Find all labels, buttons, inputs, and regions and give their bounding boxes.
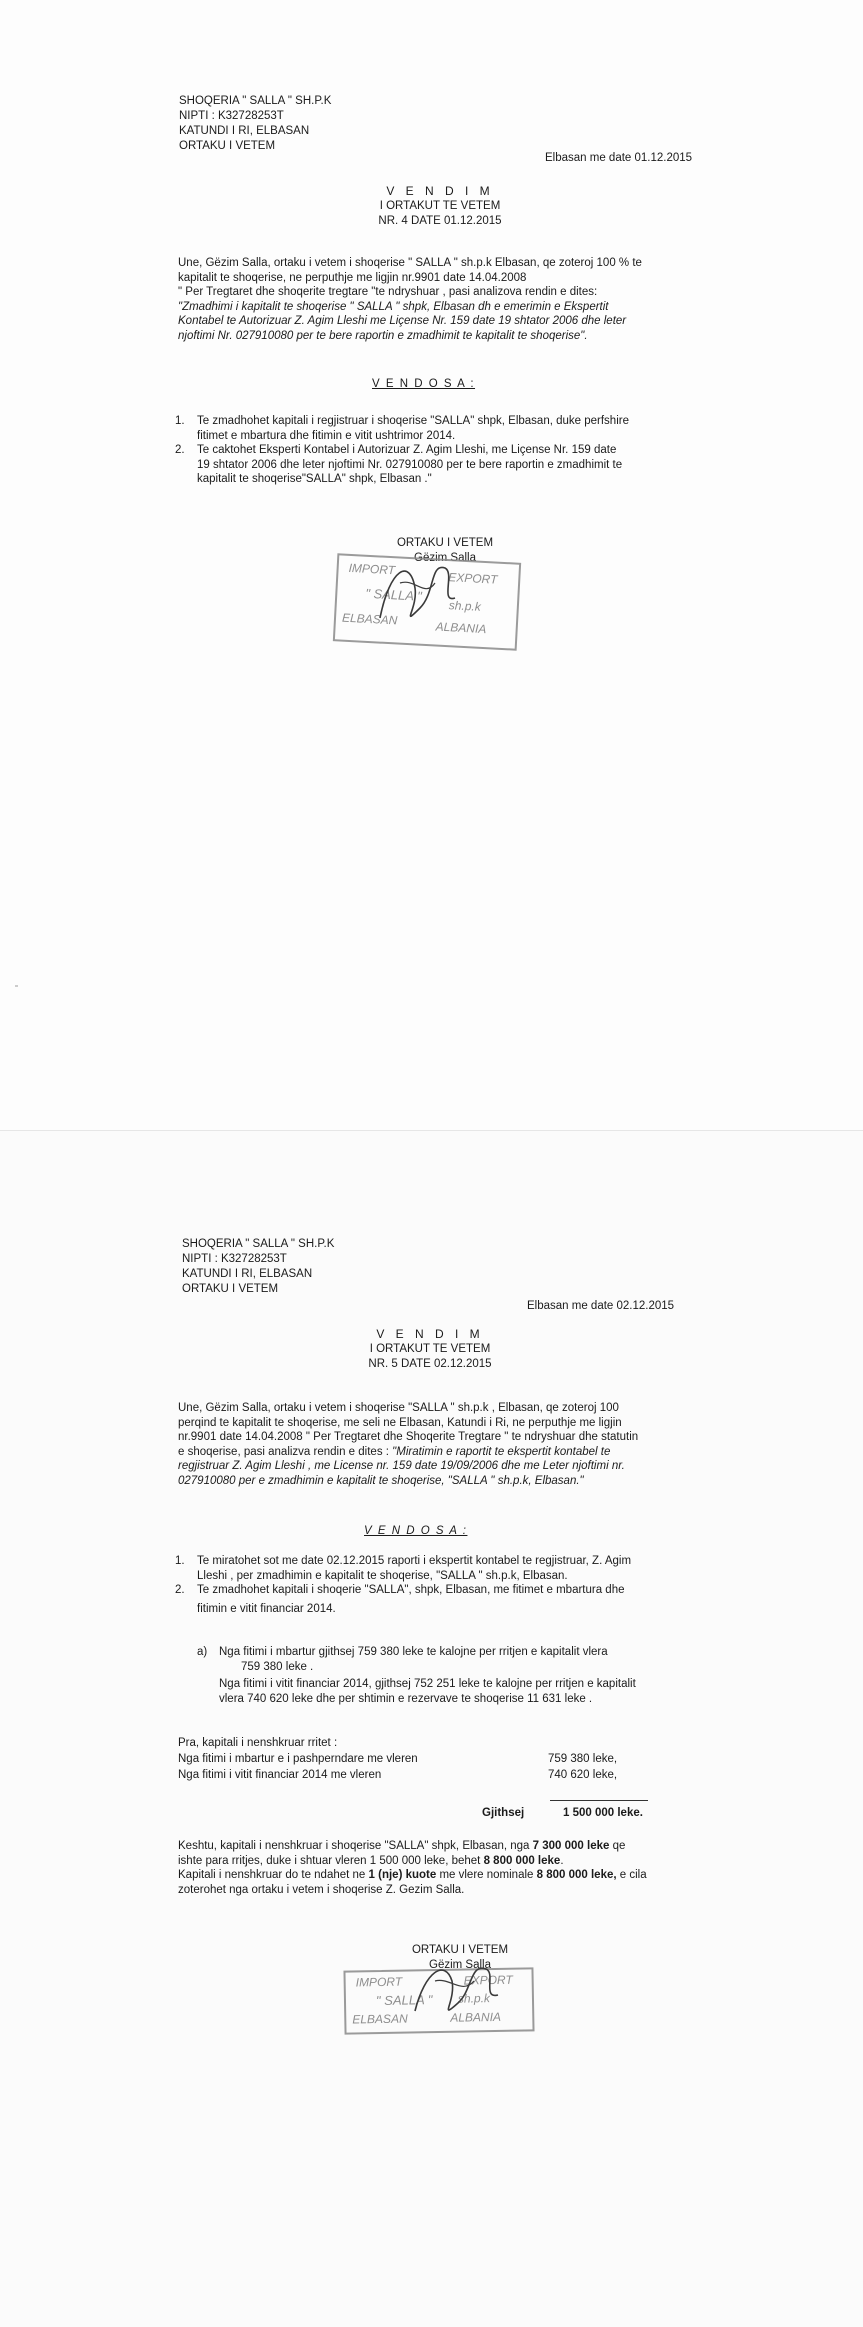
closing-bold: 7 300 000 leke bbox=[532, 1840, 610, 1852]
title-number: NR. 5 DATE 02.12.2015 bbox=[368, 1358, 492, 1370]
signature-name: Gëzim Salla bbox=[414, 552, 476, 564]
total-label: Gjithsej bbox=[482, 1807, 525, 1819]
closing-bold: 8 800 000 leke bbox=[483, 1854, 561, 1867]
item-line: Te caktohet Eksperti Kontabel i Autorizuar Z. Agim Lleshi, me Liçense Nr. 159 date bbox=[197, 444, 617, 456]
company-address: KATUNDI I RI, ELBASAN bbox=[179, 125, 310, 137]
sub-item-marker: a) bbox=[197, 1646, 208, 1658]
closing-text: e cila bbox=[616, 1869, 647, 1881]
stamp-text: EXPORT bbox=[463, 1972, 513, 1988]
item-line: Te miratohet sot me date 02.12.2015 raporti i ekspertit kontabel te regjistruar, Z. Agim bbox=[197, 1555, 632, 1567]
stamp-text: EXPORT bbox=[447, 570, 498, 587]
sub-item-line: Nga fitimi i mbartur gjithsej 759 380 leke te kalojne per rritjen e kapitalit vlera bbox=[219, 1646, 608, 1658]
stamp-text: IMPORT bbox=[348, 560, 396, 578]
increase-row bbox=[178, 1752, 678, 1768]
intro-line: kapitalit te shoqerise, ne perputhje me ligjin nr.9901 date 14.04.2008 bbox=[178, 271, 527, 284]
item-number: 1. bbox=[175, 415, 185, 427]
intro-italic-line: "Zmadhimi i kapitalit te shoqerise " SALLA " shpk, Elbasan dh e emerimin e Ekspertit bbox=[178, 300, 609, 313]
increase-row-value: 759 380 leke, bbox=[548, 1753, 618, 1765]
sub-item-line: Nga fitimi i vitit financiar 2014, gjithsej 752 251 leke te kalojne per rritjen e kapitalit bbox=[219, 1678, 636, 1690]
stamp-text: ELBASAN bbox=[352, 2011, 408, 2027]
intro-italic-line: "Miratimin e raportit te ekspertit kontabel te bbox=[392, 1445, 611, 1458]
company-header bbox=[182, 1237, 334, 1297]
item-number: 2. bbox=[175, 444, 185, 456]
stamp-text: IMPORT bbox=[355, 1974, 403, 1990]
item-line: fitimet e mbartura dhe fitimin e vitit ushtrimor 2014. bbox=[197, 429, 456, 442]
stamp-text: " SALLA " bbox=[375, 1992, 433, 2009]
decision-title bbox=[300, 184, 580, 229]
decision-title bbox=[290, 1327, 570, 1372]
signature-role: ORTAKU I VETEM bbox=[411, 1944, 509, 1956]
stamp-text: ALBANIA bbox=[450, 2009, 502, 2025]
intro-line: e shoqerise, pasi analizva rendin e dites : bbox=[178, 1445, 393, 1458]
increase-row-label: Nga fitimi i mbartur e i pashperndare me vleren bbox=[178, 1753, 418, 1765]
document-page-1 bbox=[0, 0, 863, 1130]
closing-text: . bbox=[560, 1854, 564, 1867]
stamp-text: sh.p.k bbox=[448, 598, 482, 614]
title-number: NR. 4 DATE 01.12.2015 bbox=[378, 215, 502, 227]
company-role: ORTAKU I VETEM bbox=[179, 140, 276, 152]
sum-rule bbox=[550, 1800, 648, 1801]
intro-italic-line: Kontabel te Autorizuar Z. Agim Lleshi me Liçense Nr. 159 date 19 shtator 2006 dhe leter bbox=[178, 315, 627, 327]
vendosa-heading: V E N D O S A : bbox=[364, 1525, 468, 1537]
intro-line: Une, Gëzim Salla, ortaku i vetem i shoqerise " SALLA " sh.p.k Elbasan, qe zoteroj 100 % te bbox=[178, 257, 642, 269]
sub-item-line: 759 380 leke . bbox=[241, 1660, 314, 1673]
item-line: Te zmadhohet kapitali i regjistruar i shoqerise "SALLA" shpk, Elbasan, duke perfshire bbox=[197, 415, 629, 427]
item-line: Te zmadhohet kapitali i shoqerie "SALLA", shpk, Elbasan, me fitimet e mbartura dhe bbox=[197, 1584, 625, 1596]
stamp-text: sh.p.k bbox=[457, 1991, 491, 2006]
closing-text: zoterohet nga ortaku i vetem i shoqerise Z. Gezim Salla. bbox=[178, 1883, 465, 1896]
item-number: 1. bbox=[175, 1555, 185, 1567]
date-line: Elbasan me date 02.12.2015 bbox=[527, 1300, 675, 1312]
item-line: 19 shtator 2006 dhe leter njoftimi Nr. 027910080 per te bere raportin e zmadhimit te bbox=[197, 458, 623, 471]
increase-intro: Pra, kapitali i nenshkruar rritet : bbox=[178, 1737, 338, 1749]
item-line: fitimin e vitit financiar 2014. bbox=[197, 1602, 336, 1615]
company-role: ORTAKU I VETEM bbox=[182, 1283, 279, 1295]
sub-item-a bbox=[197, 1645, 636, 1706]
sub-item-line: vlera 740 620 leke dhe per shtimin e rezervave te shoqerise 11 631 leke . bbox=[219, 1692, 593, 1705]
closing-text: Kapitali i nenshkruar do te ndahet ne bbox=[178, 1869, 369, 1881]
company-name: SHOQERIA " SALLA " SH.P.K bbox=[179, 95, 332, 107]
closing-bold: 8 800 000 leke, bbox=[536, 1869, 617, 1881]
signature-role: ORTAKU I VETEM bbox=[396, 537, 494, 549]
closing-text: ishte para rritjes, duke i shtuar vleren 1 500 000 leke, behet bbox=[178, 1854, 484, 1867]
company-address: KATUNDI I RI, ELBASAN bbox=[182, 1268, 313, 1280]
stamp-text: ALBANIA bbox=[435, 619, 487, 637]
closing-text: me vlere nominale bbox=[436, 1869, 537, 1881]
decision-items bbox=[175, 414, 629, 487]
increase-row-value: 740 620 leke, bbox=[548, 1769, 618, 1781]
document-page-2 bbox=[0, 1130, 863, 2327]
increase-row-label: Nga fitimi i vitit financiar 2014 me vleren bbox=[178, 1769, 382, 1781]
intro-line: perqind te kapitalit te shoqerise, me seli ne Elbasan, Katundi i Ri, ne perputhje me ligjin bbox=[178, 1416, 622, 1429]
title-ortakut: I ORTAKUT TE VETEM bbox=[369, 1343, 491, 1355]
company-nipt: NIPTI : K32728253T bbox=[182, 1253, 287, 1265]
item-line: Lleshi , per zmadhimin e kapitalit te shoqerise, "SALLA " sh.p.k, Elbasan. bbox=[197, 1569, 568, 1582]
title-ortakut: I ORTAKUT TE VETEM bbox=[379, 200, 501, 212]
decision-item bbox=[175, 443, 629, 487]
company-header bbox=[179, 94, 331, 154]
closing-text: Keshtu, kapitali i nenshkruar i shoqerise "SALLA" shpk, Elbasan, nga bbox=[178, 1840, 533, 1852]
signature-name: Gëzim Salla bbox=[429, 1959, 491, 1971]
closing-paragraph bbox=[178, 1839, 647, 1897]
company-name: SHOQERIA " SALLA " SH.P.K bbox=[182, 1238, 335, 1250]
intro-italic-line: regjistruar Z. Agim Lleshi , me License nr. 159 date 19/09/2006 dhe me Leter njoftimi nr. bbox=[178, 1460, 625, 1472]
increase-row bbox=[178, 1768, 678, 1784]
vendosa-heading: V E N D O S A : bbox=[372, 378, 476, 390]
item-line: kapitalit te shoqerise"SALLA" shpk, Elbasan ." bbox=[197, 473, 432, 485]
handwritten-signature bbox=[400, 1951, 510, 2031]
company-nipt: NIPTI : K32728253T bbox=[179, 110, 284, 122]
handwritten-signature bbox=[360, 548, 470, 638]
stamp-text: ELBASAN bbox=[341, 610, 398, 628]
intro-paragraph bbox=[178, 256, 642, 343]
decision-item bbox=[175, 1554, 631, 1583]
scan-speck bbox=[15, 985, 18, 987]
date-line: Elbasan me date 01.12.2015 bbox=[545, 152, 693, 164]
intro-italic-line: njoftimi Nr. 027910080 per te bere raportin e zmadhimit te kapitalit te shoqerise". bbox=[178, 329, 588, 342]
item-number: 2. bbox=[175, 1584, 185, 1596]
increase-table bbox=[178, 1752, 678, 1784]
intro-line: Une, Gëzim Salla, ortaku i vetem i shoqerise "SALLA " sh.p.k , Elbasan, qe zoteroj 100 bbox=[178, 1402, 619, 1414]
closing-text: qe bbox=[609, 1840, 626, 1852]
intro-line: " Per Tregtaret dhe shoqerite tregtare "te ndryshuar , pasi analizova rendin e dites: bbox=[178, 286, 598, 298]
decision-item bbox=[175, 414, 629, 443]
total-value: 1 500 000 leke. bbox=[563, 1807, 643, 1819]
intro-italic-line: 027910080 per e zmadhimin e kapitalit te shoqerise, "SALLA " sh.p.k, Elbasan." bbox=[178, 1474, 584, 1487]
title-vendim: V E N D I M bbox=[386, 184, 494, 198]
closing-bold: 1 (nje) kuote bbox=[368, 1869, 437, 1881]
stamp-text: " SALLA " bbox=[364, 585, 423, 604]
decision-item bbox=[175, 1583, 631, 1616]
title-vendim: V E N D I M bbox=[376, 1327, 484, 1341]
intro-paragraph bbox=[178, 1401, 638, 1488]
decision-items bbox=[175, 1554, 631, 1616]
intro-line: nr.9901 date 14.04.2008 " Per Tregtaret dhe Shoqerite Tregtare " te ndryshuar dhe statutin bbox=[178, 1431, 639, 1443]
